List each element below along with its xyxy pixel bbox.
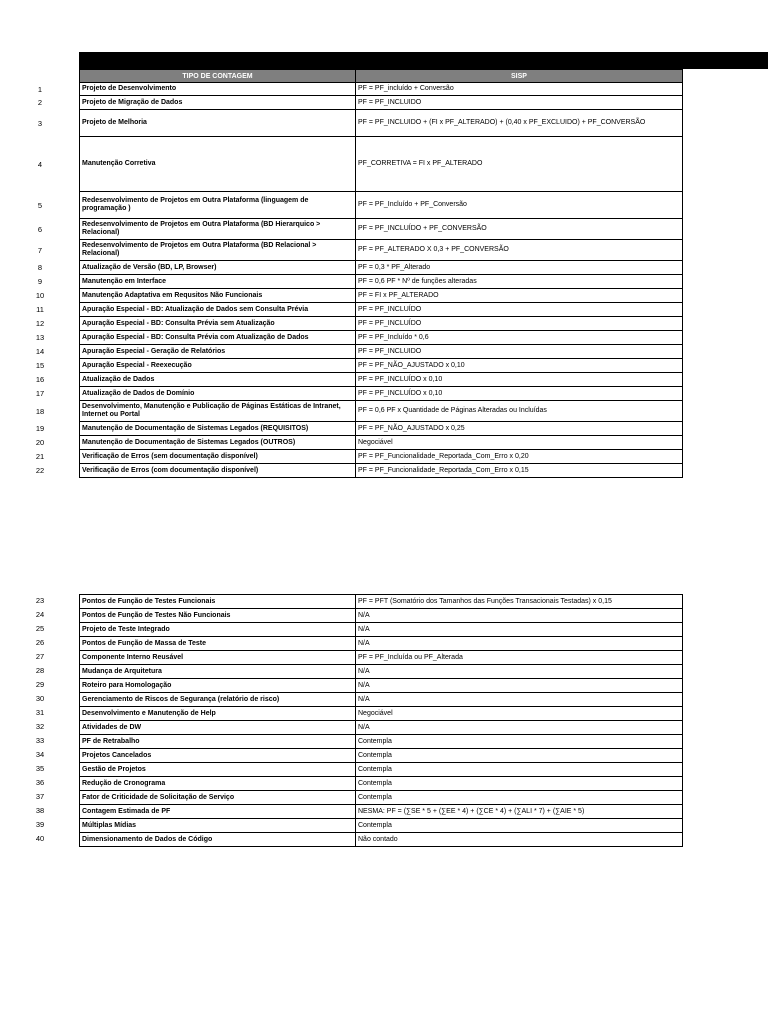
table-row: [80, 137, 683, 192]
row-number: 24: [35, 610, 45, 619]
tipo-contagem-cell: Atualização de Versão (BD, LP, Browser): [80, 261, 356, 275]
table-row: [80, 289, 683, 303]
tipo-contagem-cell: Verificação de Erros (com documentação disponível): [80, 464, 356, 478]
table-row: [80, 387, 683, 401]
row-number: 26: [35, 638, 45, 647]
table-row: [80, 609, 683, 623]
row-number: 18: [35, 406, 45, 416]
sisp-formula-cell: PF = PF_INCLUIDO + (FI x PF_ALTERADO) + (0,40 x PF_EXCLUIDO) + PF_CONVERSÃO: [356, 110, 683, 137]
row-number: 11: [36, 305, 44, 314]
row-number: 20: [35, 438, 45, 447]
row-number: 7: [37, 245, 43, 255]
sisp-formula-cell: PF_CORRETIVA = FI x PF_ALTERADO: [356, 137, 683, 192]
row-number: 12: [35, 319, 45, 328]
tipo-contagem-cell: Projeto de Desenvolvimento: [80, 83, 356, 96]
contagem-table-2: [79, 594, 683, 847]
header-black-bar: [79, 52, 768, 69]
row-number: 34: [35, 750, 45, 759]
row-number: 9: [37, 277, 43, 286]
table-row: [80, 679, 683, 693]
table-row: [80, 450, 683, 464]
sisp-formula-cell: PF = PF_Funcionalidade_Reportada_Com_Erro x 0,15: [356, 464, 683, 478]
tipo-contagem-cell: Apuração Especial - Reexecução: [80, 359, 356, 373]
row-number: 13: [35, 333, 45, 342]
row-number: 37: [35, 792, 45, 801]
table-row: [80, 651, 683, 665]
table-row: [80, 422, 683, 436]
row-number: 33: [35, 736, 45, 745]
row-number: 38: [35, 806, 45, 815]
table-row: [80, 192, 683, 219]
table-row: [80, 693, 683, 707]
row-number: 4: [37, 159, 43, 169]
sisp-formula-cell: PF = PF_INCLUÍDO + PF_CONVERSÃO: [356, 219, 683, 240]
table-row: [80, 763, 683, 777]
tipo-contagem-cell: Manutenção Adaptativa em Requsitos Não Funcionais: [80, 289, 356, 303]
sisp-formula-cell: N/A: [356, 721, 683, 735]
tipo-contagem-cell: Desenvolvimento e Manutenção de Help: [80, 707, 356, 721]
row-number: 19: [35, 424, 45, 433]
sisp-formula-cell: PF = FI x PF_ALTERADO: [356, 289, 683, 303]
tipo-contagem-cell: Atividades de DW: [80, 721, 356, 735]
table-row: [80, 275, 683, 289]
table-row: [80, 721, 683, 735]
tipo-contagem-cell: Redução de Cronograma: [80, 777, 356, 791]
tipo-contagem-cell: Apuração Especial - Geração de Relatórios: [80, 345, 356, 359]
sisp-formula-cell: Contempla: [356, 749, 683, 763]
row-number: 39: [35, 820, 45, 829]
sisp-formula-cell: Contempla: [356, 777, 683, 791]
row-number: 28: [35, 666, 45, 675]
tipo-contagem-cell: Desenvolvimento, Manutenção e Publicação de Páginas Estáticas de Intranet, Internet ou Portal: [80, 401, 356, 422]
table-row: [80, 96, 683, 110]
row-number: 27: [35, 652, 45, 661]
table-row: [80, 595, 683, 609]
header-sisp: SISP: [356, 70, 683, 83]
sisp-formula-cell: PF = PF_INCLUÍDO x 0,10: [356, 373, 683, 387]
table-row: [80, 735, 683, 749]
tipo-contagem-cell: Manutenção de Documentação de Sistemas Legados (REQUISITOS): [80, 422, 356, 436]
row-number: 17: [35, 389, 45, 398]
header-tipo-contagem: TIPO DE CONTAGEM: [80, 70, 356, 83]
table-row: [80, 623, 683, 637]
tipo-contagem-cell: Fator de Criticidade de Solicitação de Serviço: [80, 791, 356, 805]
tipo-contagem-cell: Contagem Estimada de PF: [80, 805, 356, 819]
table-row: [80, 373, 683, 387]
sisp-formula-cell: Negociável: [356, 436, 683, 450]
tipo-contagem-cell: Atualização de Dados: [80, 373, 356, 387]
sisp-formula-cell: Contempla: [356, 735, 683, 749]
table-row: [80, 707, 683, 721]
sisp-formula-cell: PF = 0,6 PF x Quantidade de Páginas Alteradas ou Incluídas: [356, 401, 683, 422]
sisp-formula-cell: PF = PF_INCLUÍDO: [356, 317, 683, 331]
tipo-contagem-cell: Múltiplas Mídias: [80, 819, 356, 833]
table-row: [80, 303, 683, 317]
row-number: 15: [35, 361, 45, 370]
row-number: 6: [37, 224, 43, 234]
sisp-formula-cell: PF = 0,6 PF * Nº de funções alteradas: [356, 275, 683, 289]
table-row: [80, 401, 683, 422]
tipo-contagem-cell: Projeto de Teste Integrado: [80, 623, 356, 637]
row-number: 14: [35, 347, 45, 356]
tipo-contagem-cell: Mudança de Arquitetura: [80, 665, 356, 679]
tipo-contagem-cell: Projetos Cancelados: [80, 749, 356, 763]
sisp-formula-cell: PF = PF_INCLUÍDO: [356, 303, 683, 317]
table-row: [80, 317, 683, 331]
table-row: [80, 791, 683, 805]
sisp-formula-cell: NESMA: PF = (∑SE * 5 + (∑EE * 4) + (∑CE * 4) + (∑ALI * 7) + (∑AIE * 5): [356, 805, 683, 819]
tipo-contagem-cell: Manutenção de Documentação de Sistemas Legados (OUTROS): [80, 436, 356, 450]
sisp-formula-cell: N/A: [356, 665, 683, 679]
tipo-contagem-cell: Gestão de Projetos: [80, 763, 356, 777]
tipo-contagem-cell: Pontos de Função de Testes Não Funcionais: [80, 609, 356, 623]
row-number: 25: [35, 624, 45, 633]
tipo-contagem-cell: Verificação de Erros (sem documentação disponível): [80, 450, 356, 464]
table-row: [80, 359, 683, 373]
table-row: [80, 240, 683, 261]
table-row: [80, 436, 683, 450]
sisp-formula-cell: PF = PF_Funcionalidade_Reportada_Com_Erro x 0,20: [356, 450, 683, 464]
row-number: 35: [35, 764, 45, 773]
sisp-formula-cell: Contempla: [356, 791, 683, 805]
tipo-contagem-cell: Componente Interno Reusável: [80, 651, 356, 665]
tipo-contagem-cell: Apuração Especial - BD: Atualização de Dados sem Consulta Prévia: [80, 303, 356, 317]
sisp-formula-cell: PF = PF_Incluído * 0,6: [356, 331, 683, 345]
row-number: 16: [35, 375, 45, 384]
table-row: [80, 819, 683, 833]
tipo-contagem-cell: Roteiro para Homologação: [80, 679, 356, 693]
sisp-formula-cell: Negociável: [356, 707, 683, 721]
table-row: [80, 749, 683, 763]
table-row: [80, 331, 683, 345]
tipo-contagem-cell: Projeto de Melhoria: [80, 110, 356, 137]
row-number: 10: [35, 291, 45, 300]
table-row: [80, 464, 683, 478]
tipo-contagem-cell: Atualização de Dados de Domínio: [80, 387, 356, 401]
table-row: [80, 110, 683, 137]
sisp-formula-cell: PF = PF_INCLUIDO: [356, 96, 683, 110]
sisp-formula-cell: PF = PF_Incluída ou PF_Alterada: [356, 651, 683, 665]
sisp-formula-cell: N/A: [356, 609, 683, 623]
row-number: 23: [35, 596, 45, 605]
tipo-contagem-cell: Gerenciamento de Riscos de Segurança (relatório de risco): [80, 693, 356, 707]
tipo-contagem-cell: PF de Retrabalho: [80, 735, 356, 749]
sisp-formula-cell: PF = PF_ALTERADO X 0,3 + PF_CONVERSÃO: [356, 240, 683, 261]
sisp-formula-cell: N/A: [356, 637, 683, 651]
row-number: 22: [35, 466, 45, 475]
table-row: [80, 83, 683, 96]
sisp-formula-cell: PF = PF_NÃO_AJUSTADO x 0,10: [356, 359, 683, 373]
sisp-formula-cell: N/A: [356, 693, 683, 707]
sisp-formula-cell: Não contado: [356, 833, 683, 847]
tipo-contagem-cell: Apuração Especial - BD: Consulta Prévia sem Atualização: [80, 317, 356, 331]
row-number: 30: [35, 694, 45, 703]
tipo-contagem-cell: Pontos de Função de Testes Funcionais: [80, 595, 356, 609]
row-number: 29: [35, 680, 45, 689]
row-number: 36: [35, 778, 45, 787]
sisp-formula-cell: N/A: [356, 623, 683, 637]
table-row: [80, 665, 683, 679]
tipo-contagem-cell: Redesenvolvimento de Projetos em Outra Plataforma (BD Hierarquico > Relacional): [80, 219, 356, 240]
sisp-formula-cell: Contempla: [356, 819, 683, 833]
row-number: 31: [35, 708, 45, 717]
row-number: 21: [35, 452, 45, 461]
sisp-formula-cell: PF = PF_INCLUIDO: [356, 345, 683, 359]
sisp-formula-cell: Contempla: [356, 763, 683, 777]
table-row: [80, 777, 683, 791]
row-number: 3: [37, 118, 43, 128]
sisp-formula-cell: N/A: [356, 679, 683, 693]
tipo-contagem-cell: Apuração Especial - BD: Consulta Prévia com Atualização de Dados: [80, 331, 356, 345]
row-number: 5: [37, 200, 43, 210]
table-row: [80, 345, 683, 359]
sisp-formula-cell: PF = PF_INCLUÍDO x 0,10: [356, 387, 683, 401]
table-row: [80, 261, 683, 275]
tipo-contagem-cell: Pontos de Função de Massa de Teste: [80, 637, 356, 651]
sisp-formula-cell: PF = PF_Incluído + PF_Conversão: [356, 192, 683, 219]
table-row: [80, 833, 683, 847]
contagem-table-1: [79, 69, 683, 478]
row-number: 2: [37, 98, 43, 107]
tipo-contagem-cell: Redesenvolvimento de Projetos em Outra Plataforma (linguagem de programação ): [80, 192, 356, 219]
table-row: [80, 805, 683, 819]
tipo-contagem-cell: Manutenção Corretiva: [80, 137, 356, 192]
row-number: 32: [35, 722, 45, 731]
table-row: [80, 219, 683, 240]
tipo-contagem-cell: Projeto de Migração de Dados: [80, 96, 356, 110]
row-number: 8: [37, 263, 43, 272]
tipo-contagem-cell: Redesenvolvimento de Projetos em Outra Plataforma (BD Relacional > Relacional): [80, 240, 356, 261]
tipo-contagem-cell: Dimensionamento de Dados de Código: [80, 833, 356, 847]
row-number: 1: [37, 84, 43, 94]
sisp-formula-cell: PF = 0,3 * PF_Alterado: [356, 261, 683, 275]
tipo-contagem-cell: Manutenção em Interface: [80, 275, 356, 289]
table-row: [80, 637, 683, 651]
row-number: 40: [35, 834, 45, 843]
sisp-formula-cell: PF = PF_NÃO_AJUSTADO x 0,25: [356, 422, 683, 436]
sisp-formula-cell: PF = PF_incluído + Conversão: [356, 83, 683, 96]
sisp-formula-cell: PF = PFT (Somatório dos Tamanhos das Funções Transacionais Testadas) x 0,15: [356, 595, 683, 609]
